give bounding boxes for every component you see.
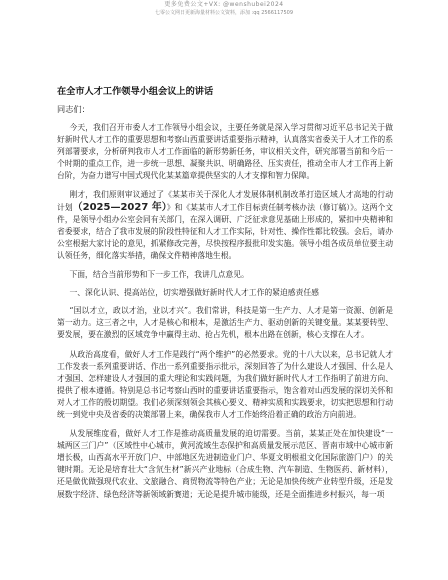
paragraph-political-view: 从政治高度看，做好人才工作是践行“两个维护”的必然要求。党的十八大以来，总书记就人才工作发表一系列重要讲话、作出一系列重要指示批示，深刻回答了为什么建设人才强国、什么是人才强国、怎样建设人才强国的重大理论和实践问题，为我们做好新时代人才工作指明了前进方向、提供了根本遵循。特别是总书记考察山西时的重要讲话重要指示，饱含着对山西发展的深切关怀和对人才工作的殷切期望。我们必须深刻领会其核心要义、精神实质和实践要求，切实把思想和行动统一到党中央及省委的决策部署上来，确保我市人才工作始终沿着正确的政治方向前进。 bbox=[57, 349, 393, 419]
section-heading-one: 一、深化认识、提高站位，切实增强做好新时代人才工作的紧迫感责任感 bbox=[69, 288, 319, 298]
header-subline: 七零公文网日更新海量材料公文资料，添加 :qq 2566117509 bbox=[154, 10, 294, 16]
paragraph-intro: 今天，我们召开市委人才工作领导小组会议，主要任务就是深入学习贯彻习近平总书记关于做好新时代人才工作的重要思想和考察山西重要讲话重要指示精神，认真落实省委关于人才工作的系列部署要求，分析研判我市人才工作面临的新形势新任务，审议相关文件，研究部署当前和今后一个时期的重点工作，进一步统一思想、凝聚共识、明确路径、压实责任，推动全市人才工作再上新台阶，为奋力谱写中国式现代化某某篇章提供坚实的人才支撑和智力保障。 bbox=[57, 123, 393, 181]
document-body bbox=[57, 122, 393, 508]
paragraph-documents-part2: 》和《某某市人才工作目标责任制考核办法（修订稿）》。这两个文件，是领导小组办公室会同有关部门，在深入调研、广泛征求意见基础上形成的，紧扣中央精神和省委要求，结合了我市发展的阶段性特征和人才工作实际，针对性、操作性都比较强。会后，请办公室根据大家讨论的意见，抓紧修改完善，尽快按程序报批印发实施。领导小组各成员单位要主动认领任务，细化落实举措，确保文件精神落地生根。 bbox=[57, 202, 394, 260]
document-title: 在全市人才工作领导小组会议上的讲话 bbox=[57, 86, 214, 97]
salutation: 同志们： bbox=[57, 104, 90, 114]
header-promo-line: 更多免费公文+VX: @wenshubei2024 bbox=[164, 1, 284, 8]
paragraph-transition: 下面，结合当前形势和下一步工作，我讲几点意见。 bbox=[69, 270, 249, 280]
paragraph-documents bbox=[57, 189, 393, 262]
paragraph-talent-importance: “国以才立，政以才治，业以才兴”。我们常讲，科技是第一生产力、人才是第一资源、创新是第一动力。这三者之中，人才是核心和根本，是激活生产力、驱动创新的关键变量。某某要转型、要发展，要在激烈的区域竞争中赢得主动、抢占先机，根本出路在创新，核心支撑在人才。 bbox=[57, 306, 393, 340]
paragraph-development-view: 从发展维度看，做好人才工作是推动高质量发展的迫切需要。当前，某某正处在加快建设“一城两区三门户”（区域性中心城市，黄河流域生态保护和高质量发展示范区、晋南市域中心城市新增长极，山西高水平开放门户、中部地区先进制造业门户、华夏文明根祖文化国际旅游门户）的关键时期。无论是培育壮大“含氘生材”新兴产业地标（合成生物、汽车制造、生物医药、新材料），还是做优做强现代农业、文旅融合、商贸物流等特色产业；无论是加快传统产业转型升级，还是发展数字经济、绿色经济等新领域新赛道；无论是提升城市能级，还是全面推进乡村振兴，每一项 bbox=[57, 429, 393, 499]
plan-years-highlight: （2025—2027 年） bbox=[72, 201, 167, 213]
paragraph-documents-part1: 刚才，我们原则审议通过了《某某市关于深化人才发展体制机制改革打造区域人才高地的行动计划 bbox=[57, 190, 393, 212]
